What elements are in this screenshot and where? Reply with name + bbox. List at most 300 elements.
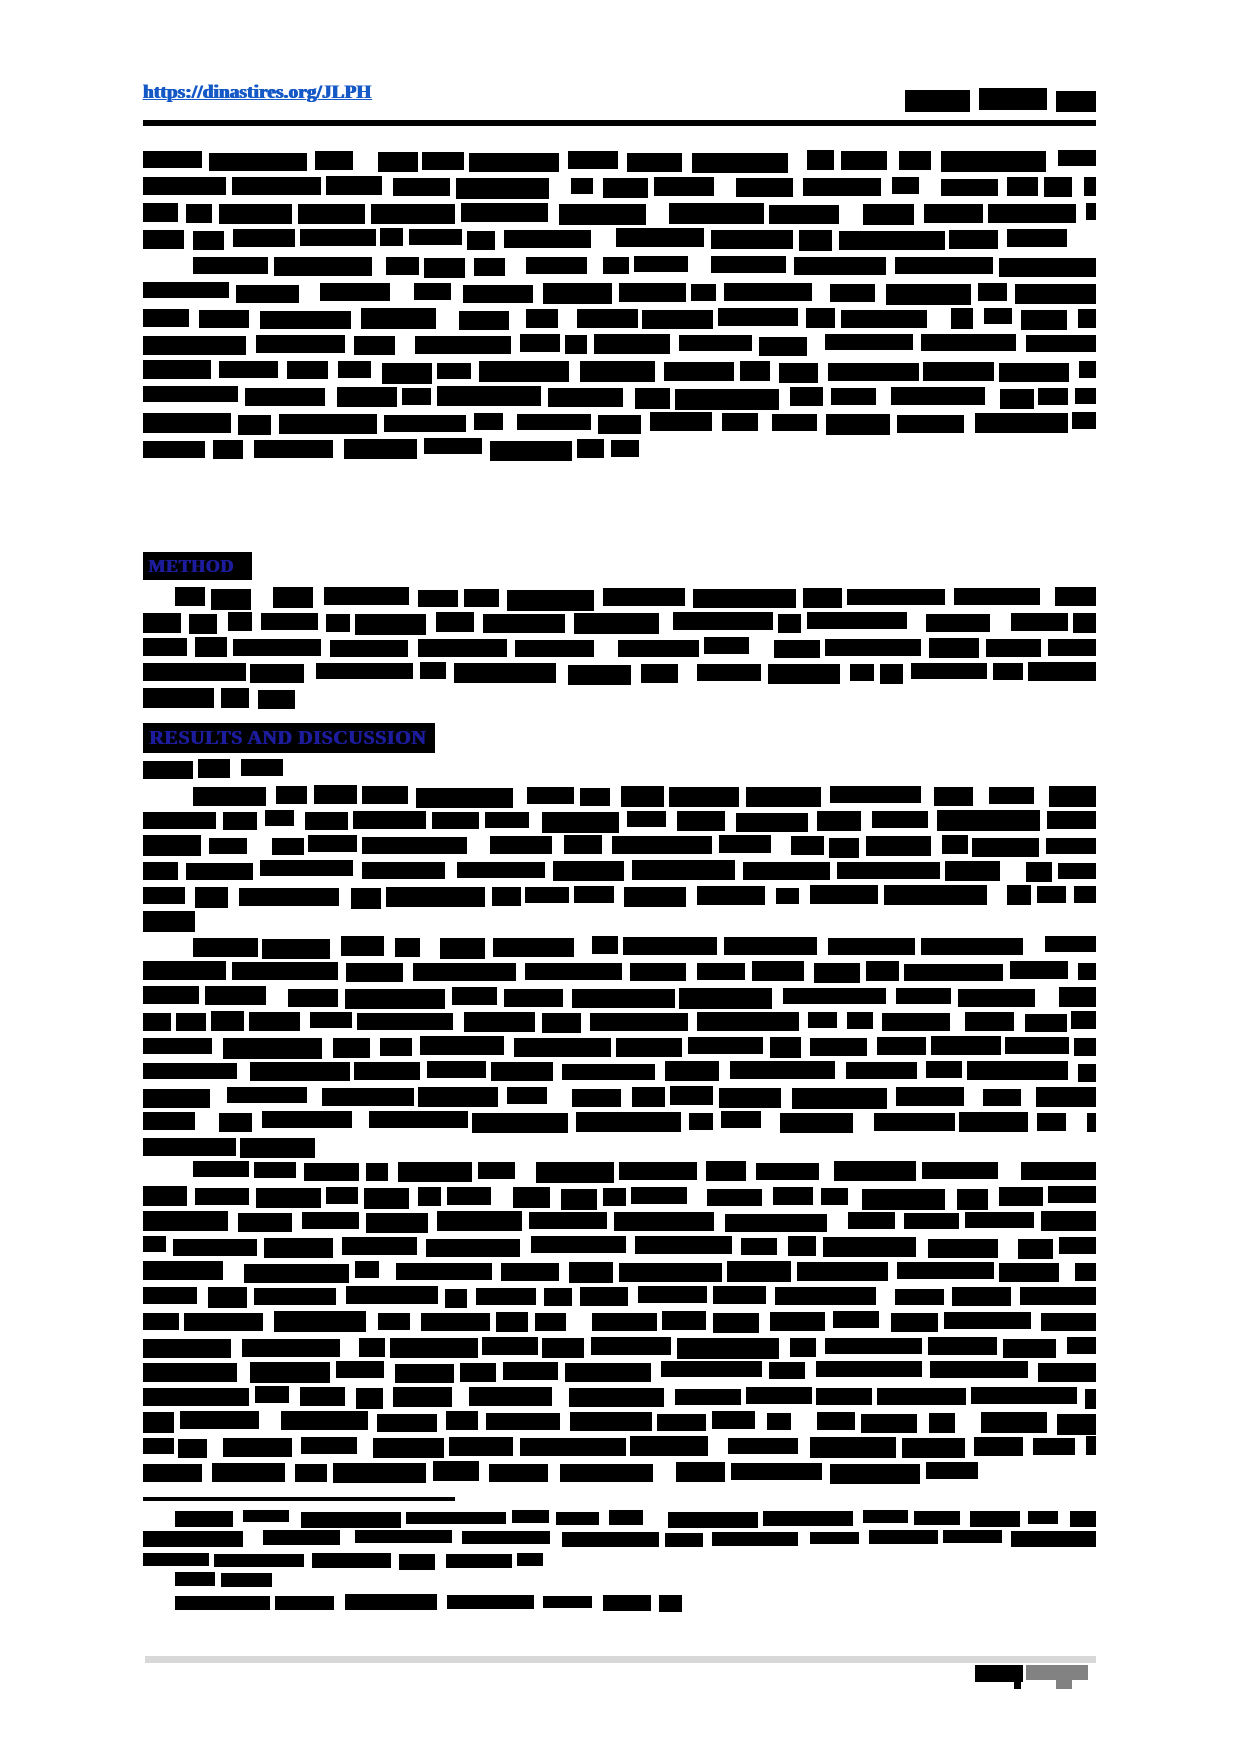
redacted-blob — [719, 835, 771, 853]
redacted-blob — [143, 413, 231, 433]
redacted-blob — [897, 1262, 994, 1279]
results-para-1-line-6 — [143, 910, 195, 932]
redacted-blob — [242, 1339, 340, 1357]
redacted-blob — [689, 1113, 713, 1130]
redacted-blob — [459, 311, 509, 330]
redacted-blob — [515, 640, 594, 657]
results-para-2-line-1 — [193, 936, 1096, 958]
redacted-blob — [143, 1236, 166, 1252]
redacted-blob — [143, 1531, 243, 1547]
redacted-blob — [619, 1263, 722, 1282]
redacted-blob — [143, 1313, 179, 1330]
redacted-blob — [1086, 203, 1096, 220]
redacted-blob — [1021, 1162, 1096, 1180]
redacted-blob — [598, 415, 641, 434]
redacted-blob — [308, 835, 357, 852]
results-para-3-line-3 — [143, 1211, 1096, 1233]
redacted-blob — [792, 1088, 887, 1109]
redacted-blob — [861, 1414, 917, 1433]
redacted-blob — [772, 414, 817, 431]
redacted-blob — [395, 938, 420, 957]
redacted-blob — [520, 1438, 626, 1456]
redacted-blob — [959, 1112, 1028, 1132]
redacted-blob — [921, 938, 1023, 955]
redacted-blob — [693, 589, 796, 608]
redacted-blob — [517, 1553, 543, 1566]
redacted-blob — [437, 363, 471, 379]
redacted-blob — [713, 1313, 759, 1333]
redacted-blob — [866, 836, 931, 856]
redacted-blob — [143, 1464, 202, 1482]
footnote-2-line-1 — [175, 1593, 682, 1611]
redacted-blob — [482, 1337, 538, 1355]
redacted-blob — [1049, 786, 1096, 807]
redacted-blob — [189, 614, 217, 634]
redacted-blob — [209, 153, 307, 171]
redacted-blob — [474, 258, 505, 276]
redacted-blob — [354, 1062, 420, 1080]
footnote-separator-rule — [143, 1497, 455, 1501]
redacted-blob — [213, 440, 243, 459]
intro-para-2-line-4 — [143, 334, 1096, 356]
results-para-1-line-2 — [143, 810, 1096, 832]
results-para-3-line-7 — [143, 1311, 1096, 1333]
redacted-blob — [531, 1236, 626, 1253]
redacted-blob — [414, 283, 451, 300]
redacted-blob — [669, 787, 739, 807]
redacted-blob — [580, 1287, 628, 1306]
redacted-blob — [1015, 284, 1096, 304]
redacted-blob — [143, 1138, 236, 1156]
page-label-redacted — [1026, 1665, 1088, 1680]
redacted-blob — [817, 811, 861, 831]
redacted-blob — [273, 587, 313, 608]
header-volume-line-1 — [905, 88, 1096, 113]
redacted-blob — [456, 178, 549, 199]
redacted-blob — [260, 311, 351, 329]
redacted-blob — [565, 335, 587, 354]
redacted-blob — [418, 1187, 441, 1206]
redacted-blob — [877, 1037, 926, 1055]
redacted-blob — [320, 283, 390, 301]
redacted-blob — [143, 1063, 237, 1079]
redacted-blob — [143, 1287, 197, 1304]
redacted-blob — [244, 1264, 349, 1283]
redacted-blob — [922, 1162, 998, 1179]
redacted-blob — [1071, 1011, 1096, 1029]
redacted-blob — [638, 1286, 707, 1303]
redacted-blob — [740, 361, 770, 381]
redacted-blob — [390, 1338, 478, 1358]
redacted-blob — [869, 1530, 938, 1544]
redacted-blob — [373, 1438, 444, 1458]
intro-para-1-line-3 — [143, 202, 1096, 224]
results-para-3-line-2 — [143, 1186, 1096, 1208]
redacted-blob — [572, 1089, 621, 1107]
redacted-blob — [469, 153, 559, 172]
results-para-1-line-5 — [143, 885, 1096, 907]
method-para-line-4 — [143, 662, 1096, 684]
redacted-blob — [143, 862, 178, 880]
redacted-blob — [810, 1038, 867, 1056]
redacted-blob — [580, 788, 610, 806]
results-para-3-line-6 — [143, 1286, 1096, 1308]
results-para-2-line-4 — [143, 1011, 1096, 1033]
redacted-blob — [1073, 613, 1096, 633]
redacted-blob — [975, 413, 1068, 433]
redacted-blob — [517, 414, 591, 430]
redacted-blob — [769, 205, 839, 224]
redacted-blob — [779, 363, 818, 383]
redacted-blob — [221, 1573, 272, 1587]
redacted-blob — [1036, 1087, 1096, 1107]
redacted-blob — [958, 989, 1035, 1007]
redacted-blob — [707, 1189, 762, 1206]
redacted-blob — [821, 1188, 848, 1205]
redacted-blob — [794, 257, 886, 275]
redacted-blob — [288, 989, 338, 1007]
redacted-blob — [143, 1261, 223, 1280]
redacted-blob — [143, 1038, 212, 1054]
redacted-blob — [577, 439, 604, 458]
redacted-blob — [661, 1361, 762, 1377]
results-para-2-line-2 — [143, 961, 1096, 983]
redacted-blob — [1007, 885, 1031, 905]
redacted-blob — [631, 1187, 687, 1204]
redacted-blob — [262, 939, 330, 959]
redacted-blob — [342, 1237, 417, 1255]
redacted-blob — [616, 228, 704, 247]
redacted-blob — [402, 388, 431, 405]
redacted-blob — [393, 178, 450, 196]
redacted-blob — [929, 638, 979, 658]
redacted-blob — [662, 1311, 706, 1330]
redacted-blob — [788, 1236, 816, 1256]
redacted-blob — [895, 1289, 944, 1305]
redacted-blob — [276, 786, 307, 804]
redacted-blob — [341, 936, 384, 956]
redacted-blob — [1033, 1438, 1075, 1455]
redacted-blob — [1038, 1363, 1096, 1382]
redacted-blob — [186, 204, 212, 223]
redacted-blob — [817, 1412, 855, 1430]
redacted-blob — [863, 1510, 908, 1523]
results-para-2-line-9 — [143, 1136, 315, 1158]
redacted-blob — [418, 639, 507, 657]
redacted-blob — [746, 1387, 812, 1404]
redacted-blob — [665, 1061, 719, 1081]
redacted-blob — [591, 1337, 671, 1355]
redacted-blob — [504, 230, 591, 248]
redacted-blob — [507, 590, 594, 611]
redacted-blob — [665, 1533, 703, 1547]
redacted-blob — [214, 1554, 304, 1567]
redacted-blob — [850, 664, 874, 681]
redacted-blob — [712, 1411, 755, 1429]
redacted-blob — [256, 335, 345, 353]
redacted-blob — [143, 638, 187, 656]
redacted-blob — [783, 988, 886, 1004]
redacted-blob — [934, 787, 973, 806]
redacted-blob — [841, 151, 887, 170]
redacted-blob — [706, 1161, 746, 1181]
section-heading-method: METHOD — [143, 552, 252, 580]
redacted-blob — [808, 1012, 837, 1028]
redacted-blob — [250, 1062, 350, 1081]
redacted-blob — [1072, 412, 1096, 429]
redacted-blob — [529, 1212, 607, 1229]
redacted-blob — [697, 1012, 799, 1031]
redacted-blob — [841, 310, 927, 328]
redacted-blob — [377, 1414, 437, 1432]
redacted-blob — [241, 759, 283, 776]
redacted-blob — [1059, 987, 1096, 1007]
redacted-blob — [393, 1387, 452, 1407]
redacted-blob — [548, 388, 623, 407]
redacted-blob — [476, 1288, 536, 1305]
redacted-blob — [193, 787, 266, 806]
intro-para-2-line-5 — [143, 360, 1096, 382]
redacted-blob — [704, 637, 749, 654]
redacted-blob — [971, 1387, 1077, 1404]
redacted-blob — [493, 938, 574, 957]
redacted-blob — [972, 838, 1039, 857]
redacted-blob — [143, 230, 184, 249]
redacted-blob — [679, 988, 772, 1009]
redacted-blob — [833, 1311, 879, 1328]
redacted-blob — [874, 1113, 955, 1131]
redacted-blob — [722, 413, 758, 431]
redacted-blob — [677, 811, 725, 831]
redacted-blob — [380, 1038, 412, 1056]
redacted-blob — [357, 1013, 453, 1030]
redacted-blob — [1048, 639, 1096, 656]
redacted-blob — [943, 1530, 1002, 1543]
journal-url-link[interactable]: https://dinastires.org/JLPH — [143, 82, 372, 103]
footnote-1-line-1 — [175, 1509, 1096, 1527]
redacted-blob — [957, 1189, 988, 1210]
redacted-blob — [828, 938, 915, 955]
redacted-blob — [483, 614, 565, 633]
redacted-blob — [437, 386, 541, 406]
redacted-blob — [525, 963, 622, 980]
redacted-blob — [326, 614, 350, 632]
redacted-blob — [424, 438, 482, 454]
redacted-blob — [175, 1596, 270, 1610]
redacted-blob — [569, 1262, 613, 1283]
redacted-blob — [542, 1013, 581, 1033]
redacted-blob — [574, 886, 614, 903]
redacted-blob — [1037, 1113, 1066, 1131]
redacted-blob — [544, 1288, 572, 1306]
redacted-blob — [848, 1212, 895, 1229]
redacted-blob — [553, 861, 624, 881]
redacted-blob — [143, 1363, 237, 1382]
redacted-blob — [238, 1213, 292, 1232]
redacted-blob — [634, 256, 688, 272]
redacted-blob — [677, 1338, 779, 1359]
redacted-blob — [659, 1595, 682, 1612]
redacted-blob — [143, 1438, 174, 1454]
redacted-blob — [199, 310, 249, 328]
redacted-blob — [205, 986, 266, 1005]
redacted-blob — [356, 1388, 383, 1409]
redacted-blob — [941, 151, 1046, 172]
redacted-blob — [594, 334, 670, 354]
redacted-blob — [445, 1289, 467, 1308]
redacted-blob — [302, 1212, 359, 1229]
redacted-blob — [1074, 1038, 1096, 1056]
redacted-blob — [143, 441, 205, 458]
redacted-blob — [346, 1286, 438, 1304]
intro-para-2-line-1 — [193, 256, 1096, 278]
redacted-blob — [697, 963, 745, 980]
redacted-blob — [355, 1530, 452, 1543]
redacted-blob — [211, 1011, 244, 1031]
redacted-blob — [1058, 863, 1096, 879]
redacted-blob — [1018, 1239, 1053, 1259]
redacted-blob — [262, 1111, 352, 1128]
redacted-blob — [965, 1212, 1034, 1228]
footnote-1-tail-line-1 — [175, 1572, 286, 1590]
redacted-blob — [250, 664, 304, 683]
redacted-blob — [418, 1087, 498, 1107]
redacted-blob — [1047, 811, 1096, 829]
redacted-blob — [143, 1553, 209, 1566]
redacted-blob — [287, 361, 328, 379]
redacted-blob — [983, 1089, 1021, 1106]
redacted-blob — [492, 887, 521, 906]
redacted-blob — [312, 1553, 391, 1568]
results-para-1-line-3 — [143, 835, 1096, 857]
redacted-blob — [891, 1313, 938, 1332]
redacted-blob — [478, 1162, 515, 1179]
redacted-blob — [807, 612, 907, 629]
redacted-blob — [724, 283, 812, 301]
redacted-blob — [178, 1439, 207, 1458]
redacted-blob — [592, 1313, 657, 1331]
redacted-blob — [316, 663, 413, 679]
redacted-blob — [725, 1214, 827, 1232]
redacted-blob — [345, 1594, 437, 1610]
redacted-blob — [193, 1161, 249, 1177]
redacted-blob — [988, 204, 1076, 223]
redacted-blob — [449, 1437, 513, 1456]
redacted-blob — [1067, 1337, 1096, 1354]
redacted-blob — [1087, 1113, 1096, 1132]
redacted-blob — [143, 688, 214, 708]
redacted-blob — [472, 1113, 568, 1133]
redacted-blob — [999, 1263, 1059, 1282]
redacted-blob — [413, 963, 516, 981]
redacted-blob — [143, 1112, 195, 1130]
redacted-blob — [719, 1088, 781, 1108]
redacted-blob — [520, 334, 560, 352]
redacted-blob — [513, 1187, 550, 1208]
redacted-blob — [711, 256, 786, 273]
redacted-blob — [790, 1338, 816, 1357]
redacted-blob — [504, 989, 563, 1007]
redacted-blob — [736, 813, 808, 832]
header-divider-rule — [143, 120, 1096, 126]
redacted-blob — [209, 838, 247, 854]
redacted-blob — [143, 887, 185, 904]
redacted-blob — [1078, 963, 1096, 980]
redacted-blob — [143, 1339, 231, 1358]
redacted-blob — [675, 1389, 741, 1405]
redacted-blob — [999, 258, 1096, 277]
redacted-blob — [810, 1532, 859, 1544]
redacted-blob — [507, 1087, 547, 1104]
redacted-blob — [233, 229, 295, 247]
redacted-blob — [457, 862, 545, 878]
footnote-1-line-2 — [143, 1530, 1096, 1548]
redacted-blob — [609, 1510, 643, 1525]
redacted-blob — [814, 963, 860, 983]
redacted-blob — [1005, 1037, 1069, 1054]
redacted-blob — [1078, 309, 1096, 328]
results-para-3-line-13 — [143, 1461, 982, 1483]
redacted-blob — [143, 1013, 171, 1031]
page-number-redacted — [975, 1665, 1023, 1682]
redacted-blob — [437, 1211, 522, 1231]
redacted-blob — [826, 414, 890, 435]
intro-para-1-line-2 — [143, 176, 1096, 198]
redacted-blob — [399, 1554, 435, 1570]
redacted-blob — [780, 1113, 853, 1133]
redacted-blob — [243, 1510, 289, 1522]
method-para-line-1 — [175, 587, 1096, 609]
redacted-blob — [763, 1511, 853, 1526]
redacted-blob — [446, 1411, 478, 1430]
redacted-blob — [362, 786, 408, 804]
redacted-blob — [767, 1413, 791, 1430]
redacted-blob — [1025, 1014, 1067, 1032]
redacted-blob — [564, 835, 602, 854]
redacted-blob — [756, 1163, 819, 1180]
redacted-blob — [322, 1088, 414, 1106]
redacted-blob — [1028, 1511, 1058, 1524]
redacted-blob — [467, 231, 495, 250]
redacted-blob — [897, 415, 964, 433]
redacted-blob — [1079, 361, 1096, 378]
redacted-blob — [260, 860, 353, 876]
results-para-3-line-10 — [143, 1386, 1096, 1408]
redacted-blob — [526, 309, 558, 328]
redacted-blob — [274, 1311, 366, 1332]
redacted-blob — [143, 1211, 228, 1231]
redacted-blob — [300, 1387, 345, 1406]
redacted-blob — [565, 1363, 651, 1382]
redacted-blob — [1074, 886, 1096, 903]
redacted-blob — [436, 612, 474, 632]
intro-para-2-line-3 — [143, 308, 1096, 330]
redacted-blob — [175, 1572, 215, 1586]
redacted-blob — [398, 1162, 472, 1182]
redacted-blob — [603, 257, 629, 274]
redacted-blob — [198, 759, 230, 778]
redacted-blob — [970, 1511, 1020, 1527]
redacted-blob — [219, 1113, 252, 1132]
redacted-blob — [542, 1338, 584, 1358]
redacted-blob — [952, 1287, 1011, 1306]
redacted-blob — [697, 886, 765, 905]
redacted-blob — [603, 1595, 651, 1611]
results-para-3-line-8 — [143, 1336, 1096, 1358]
redacted-blob — [568, 151, 618, 169]
redacted-blob — [931, 1036, 1001, 1055]
redacted-blob — [418, 590, 458, 607]
